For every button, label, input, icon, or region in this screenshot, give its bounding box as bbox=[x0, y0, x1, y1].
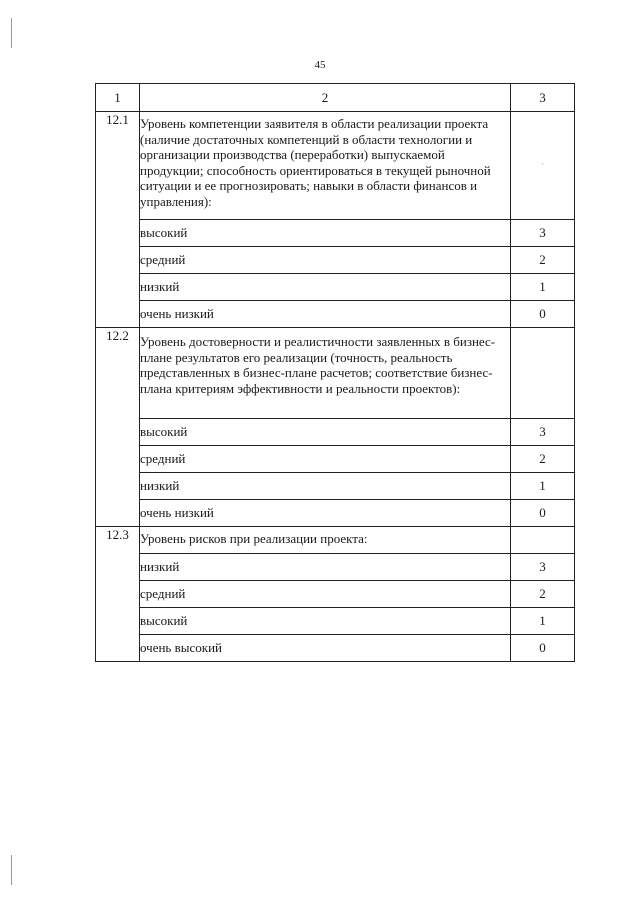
table-header-row bbox=[96, 84, 575, 112]
option-row bbox=[96, 247, 575, 274]
section-number: 12.3 bbox=[96, 527, 140, 662]
option-row bbox=[96, 419, 575, 446]
header-col-criterion: 2 bbox=[140, 84, 511, 112]
option-label: очень низкий bbox=[140, 301, 511, 328]
page-number: 45 bbox=[314, 59, 326, 71]
header-col-number: 1 bbox=[96, 84, 140, 112]
option-row bbox=[96, 220, 575, 247]
section-title: Уровень рисков при реализации проекта: bbox=[140, 527, 511, 554]
section-row-12-3 bbox=[96, 527, 575, 554]
option-label: низкий bbox=[140, 473, 511, 500]
option-row bbox=[96, 274, 575, 301]
option-points: 2 bbox=[511, 581, 575, 608]
option-row bbox=[96, 554, 575, 581]
option-label: очень низкий bbox=[140, 500, 511, 527]
option-row bbox=[96, 500, 575, 527]
option-row bbox=[96, 608, 575, 635]
option-row bbox=[96, 581, 575, 608]
option-label: низкий bbox=[140, 554, 511, 581]
criteria-score-table bbox=[95, 83, 575, 662]
option-points: 3 bbox=[511, 419, 575, 446]
option-points: 1 bbox=[511, 608, 575, 635]
section-number: 12.2 bbox=[96, 328, 140, 527]
section-title: Уровень компетенции заявителя в области реализации проекта (наличие достаточных компетенций в области технологии и организации производства (переработки) выпускаемой продукции; способность ориентироваться в текущей рыночной ситуации и ее прогнозировать; навыки в области финансов и управления): bbox=[140, 112, 511, 220]
option-label: низкий bbox=[140, 274, 511, 301]
option-row bbox=[96, 473, 575, 500]
scan-edge-mark-bottom bbox=[11, 855, 12, 885]
option-points: 0 bbox=[511, 500, 575, 527]
scan-edge-mark-top bbox=[11, 18, 12, 48]
section-points-empty bbox=[511, 527, 575, 554]
option-row bbox=[96, 446, 575, 473]
option-label: средний bbox=[140, 581, 511, 608]
option-label: высокий bbox=[140, 608, 511, 635]
section-points-empty bbox=[511, 328, 575, 419]
option-points: 0 bbox=[511, 635, 575, 662]
section-points-empty: · bbox=[511, 112, 575, 220]
section-number: 12.1 bbox=[96, 112, 140, 328]
option-points: 3 bbox=[511, 554, 575, 581]
option-label: высокий bbox=[140, 220, 511, 247]
option-label: средний bbox=[140, 446, 511, 473]
option-row bbox=[96, 301, 575, 328]
option-row bbox=[96, 635, 575, 662]
option-points: 2 bbox=[511, 446, 575, 473]
option-points: 3 bbox=[511, 220, 575, 247]
option-label: очень высокий bbox=[140, 635, 511, 662]
section-row-12-1 bbox=[96, 112, 575, 220]
header-col-points: 3 bbox=[511, 84, 575, 112]
option-label: средний bbox=[140, 247, 511, 274]
option-points: 0 bbox=[511, 301, 575, 328]
section-title: Уровень достоверности и реалистичности заявленных в бизнес-плане результатов его реализации (точность, реальность представленных в бизнес-плане расчетов; соответствие бизнес-плана критериям эффективности и реальности проектов): bbox=[140, 328, 511, 419]
option-points: 2 bbox=[511, 247, 575, 274]
option-points: 1 bbox=[511, 473, 575, 500]
option-points: 1 bbox=[511, 274, 575, 301]
section-row-12-2 bbox=[96, 328, 575, 419]
option-label: высокий bbox=[140, 419, 511, 446]
